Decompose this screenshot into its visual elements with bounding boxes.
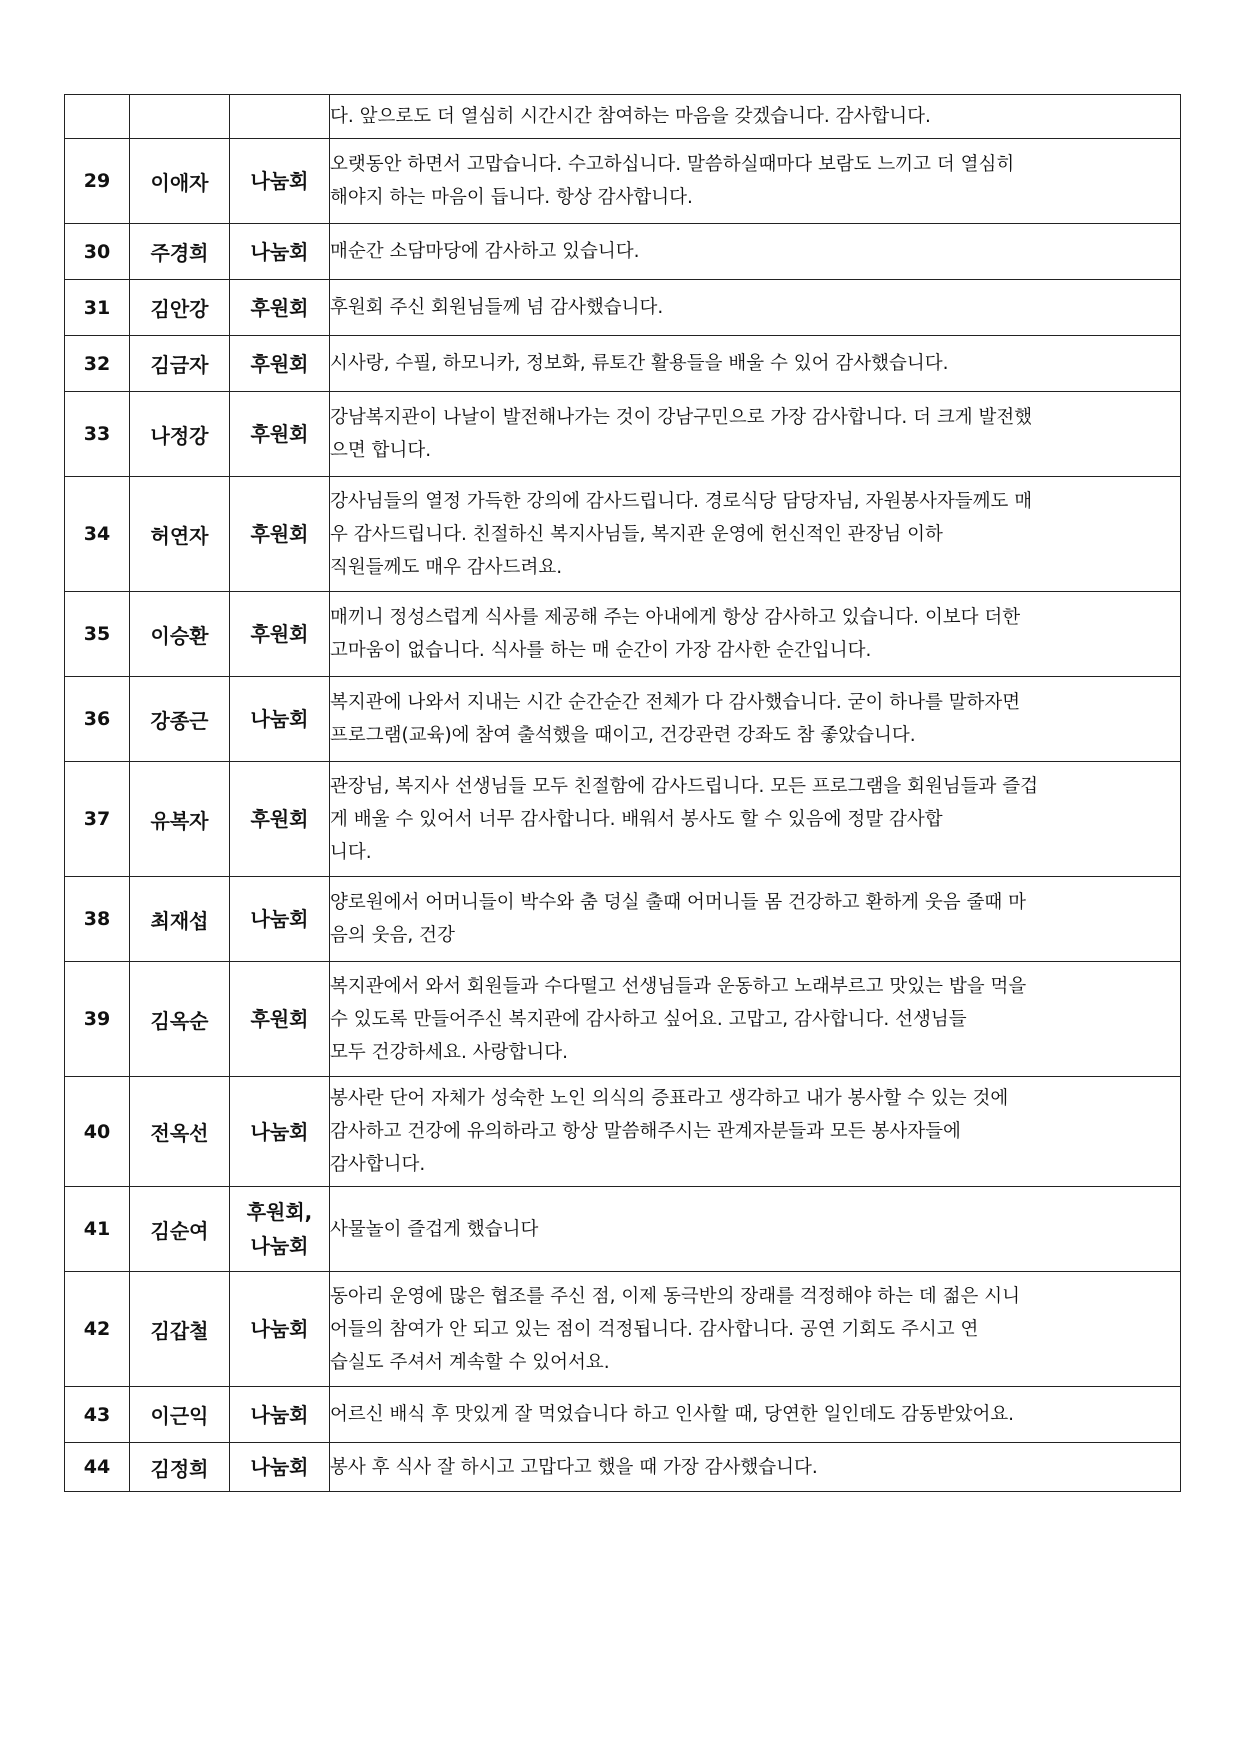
- message-line: 강사님들의 열정 가득한 강의에 감사드립니다. 경로식당 담당자님, 자원봉사자들께도 매: [330, 490, 1033, 512]
- table-row: [65, 1077, 1181, 1187]
- message-line: 어들의 참여가 안 되고 있는 점이 걱정됩니다. 감사합니다. 공연 기회도 주시고 연: [330, 1318, 979, 1340]
- member-name: 김갑철: [130, 1272, 230, 1387]
- gratitude-message: [330, 592, 1181, 677]
- row-number: 40: [65, 1077, 130, 1187]
- member-group: 후원회: [230, 477, 330, 592]
- member-name: 김옥순: [130, 962, 230, 1077]
- message-line: 다. 앞으로도 더 열심히 시간시간 참여하는 마음을 갖겠습니다. 감사합니다.: [330, 106, 931, 127]
- row-number: 43: [65, 1387, 130, 1443]
- member-group: 후원회: [230, 336, 330, 392]
- member-group: [230, 95, 330, 139]
- member-name: 김금자: [130, 336, 230, 392]
- message-line: 사물놀이 즐겁게 했습니다: [330, 1218, 539, 1240]
- message-line: 해야지 하는 마음이 듭니다. 항상 감사합니다.: [330, 187, 693, 208]
- row-number: 37: [65, 762, 130, 877]
- gratitude-message: [330, 1443, 1181, 1492]
- gratitude-message: [330, 1387, 1181, 1443]
- row-number: 44: [65, 1443, 130, 1492]
- message-line: 봉사 후 식사 잘 하시고 고맙다고 했을 때 가장 감사했습니다.: [330, 1456, 818, 1478]
- message-line: 고마움이 없습니다. 식사를 하는 매 순간이 가장 감사한 순간입니다.: [330, 640, 872, 661]
- row-number: 34: [65, 477, 130, 592]
- row-number: 41: [65, 1187, 130, 1272]
- message-line: 복지관에 나와서 지내는 시간 순간순간 전체가 다 감사했습니다. 굳이 하나를 말하자면: [330, 692, 1021, 713]
- table-row: [65, 677, 1181, 762]
- member-name: 이승환: [130, 592, 230, 677]
- row-number: 38: [65, 877, 130, 962]
- member-group: 나눔회: [230, 224, 330, 280]
- message-line: 모두 건강하세요. 사랑합니다.: [330, 1041, 568, 1063]
- row-number: 36: [65, 677, 130, 762]
- member-name: 최재섭: [130, 877, 230, 962]
- message-line: 직원들께도 매우 감사드려요.: [330, 556, 563, 578]
- gratitude-message: [330, 95, 1181, 139]
- member-group: 후원회: [230, 962, 330, 1077]
- message-line: 관장님, 복지사 선생님들 모두 친절함에 감사드립니다. 모든 프로그램을 회원님들과 즐겁: [330, 775, 1039, 797]
- member-group: 나눔회: [230, 1443, 330, 1492]
- member-group: 나눔회: [230, 1387, 330, 1443]
- gratitude-message: [330, 336, 1181, 392]
- table-row: [65, 280, 1181, 336]
- table-row: [65, 336, 1181, 392]
- message-line: 강남복지관이 나날이 발전해나가는 것이 강남구민으로 가장 감사합니다. 더 크게 발전했: [330, 407, 1033, 428]
- message-line: 복지관에서 와서 회원들과 수다떨고 선생님들과 운동하고 노래부르고 맛있는 밥을 먹을: [330, 975, 1027, 997]
- gratitude-message: [330, 224, 1181, 280]
- message-line: 프로그램(교육)에 참여 출석했을 때이고, 건강관련 강좌도 참 좋았습니다.: [330, 725, 916, 746]
- row-number: 42: [65, 1272, 130, 1387]
- member-group: 나눔회: [230, 877, 330, 962]
- message-line: 동아리 운영에 많은 협조를 주신 점, 이제 동극반의 장래를 걱정해야 하는 데 젊은 시니: [330, 1285, 1020, 1307]
- message-line: 후원회 주신 회원님들께 넘 감사했습니다.: [330, 297, 664, 318]
- table-row: [65, 224, 1181, 280]
- message-line: 어르신 배식 후 맛있게 잘 먹었습니다 하고 인사할 때, 당연한 일인데도 감동받았어요.: [330, 1404, 1015, 1425]
- table-row: [65, 762, 1181, 877]
- member-group: 후원회: [230, 762, 330, 877]
- member-name: 허연자: [130, 477, 230, 592]
- gratitude-message: [330, 139, 1181, 224]
- member-name: 이애자: [130, 139, 230, 224]
- message-line: 오랫동안 하면서 고맙습니다. 수고하십니다. 말씀하실때마다 보람도 느끼고 더 열심히: [330, 154, 1015, 175]
- message-line: 감사하고 건강에 유의하라고 항상 말씀해주시는 관계자분들과 모든 봉사자들에: [330, 1121, 961, 1142]
- member-group: 나눔회: [230, 1272, 330, 1387]
- gratitude-message: [330, 1272, 1181, 1387]
- member-name: 김정희: [130, 1443, 230, 1492]
- message-line: 봉사란 단어 자체가 성숙한 노인 의식의 증표라고 생각하고 내가 봉사할 수 있는 것에: [330, 1088, 1009, 1109]
- member-group: 나눔회: [230, 677, 330, 762]
- table-row: [65, 877, 1181, 962]
- member-name: 이근익: [130, 1387, 230, 1443]
- member-name: [130, 95, 230, 139]
- row-number: 30: [65, 224, 130, 280]
- member-name: 나정강: [130, 392, 230, 477]
- table-row: [65, 139, 1181, 224]
- row-number: 29: [65, 139, 130, 224]
- table-row: [65, 477, 1181, 592]
- message-line: 수 있도록 만들어주신 복지관에 감사하고 싶어요. 고맙고, 감사합니다. 선생님들: [330, 1008, 967, 1030]
- table-row: [65, 392, 1181, 477]
- message-line: 시사랑, 수필, 하모니카, 정보화, 류토간 활용들을 배울 수 있어 감사했습니다.: [330, 353, 949, 374]
- table-row: [65, 95, 1181, 139]
- member-group: 후원회, 나눔회: [230, 1187, 330, 1272]
- row-number: 35: [65, 592, 130, 677]
- gratitude-message: [330, 280, 1181, 336]
- member-name: 김순여: [130, 1187, 230, 1272]
- message-line: 감사합니다.: [330, 1154, 426, 1175]
- message-line: 음의 웃음, 건강: [330, 925, 455, 946]
- member-name: 유복자: [130, 762, 230, 877]
- member-name: 전옥선: [130, 1077, 230, 1187]
- table-row: [65, 962, 1181, 1077]
- member-name: 강종근: [130, 677, 230, 762]
- gratitude-message: [330, 1187, 1181, 1272]
- gratitude-message: [330, 1077, 1181, 1187]
- member-group: 후원회: [230, 392, 330, 477]
- gratitude-message: [330, 392, 1181, 477]
- gratitude-message: [330, 762, 1181, 877]
- member-name: 주경희: [130, 224, 230, 280]
- member-group: 후원회: [230, 280, 330, 336]
- row-number: [65, 95, 130, 139]
- message-line: 습실도 주셔서 계속할 수 있어서요.: [330, 1351, 610, 1373]
- message-line: 우 감사드립니다. 친절하신 복지사님들, 복지관 운영에 헌신적인 관장님 이하: [330, 523, 943, 545]
- row-number: 31: [65, 280, 130, 336]
- row-number: 32: [65, 336, 130, 392]
- gratitude-message: [330, 477, 1181, 592]
- gratitude-message: [330, 962, 1181, 1077]
- message-line: 양로원에서 어머니들이 박수와 춤 덩실 출때 어머니들 몸 건강하고 환하게 웃음 줄때 마: [330, 892, 1027, 913]
- table-body: [65, 95, 1181, 1492]
- member-group: 나눔회: [230, 139, 330, 224]
- row-number: 33: [65, 392, 130, 477]
- message-line: 게 배울 수 있어서 너무 감사합니다. 배워서 봉사도 할 수 있음에 정말 감사합: [330, 808, 943, 830]
- row-number: 39: [65, 962, 130, 1077]
- message-line: 니다.: [330, 841, 372, 863]
- table-row: [65, 592, 1181, 677]
- member-group: 후원회: [230, 592, 330, 677]
- member-name: 김안강: [130, 280, 230, 336]
- table-row: [65, 1387, 1181, 1443]
- gratitude-message: [330, 677, 1181, 762]
- member-group: 나눔회: [230, 1077, 330, 1187]
- table-row: [65, 1443, 1181, 1492]
- message-line: 매순간 소담마당에 감사하고 있습니다.: [330, 241, 640, 262]
- table-row: [65, 1272, 1181, 1387]
- gratitude-table: [64, 94, 1181, 1492]
- message-line: 매끼니 정성스럽게 식사를 제공해 주는 아내에게 항상 감사하고 있습니다. 이보다 더한: [330, 607, 1021, 628]
- table-row: [65, 1187, 1181, 1272]
- message-line: 으면 합니다.: [330, 440, 432, 461]
- gratitude-message: [330, 877, 1181, 962]
